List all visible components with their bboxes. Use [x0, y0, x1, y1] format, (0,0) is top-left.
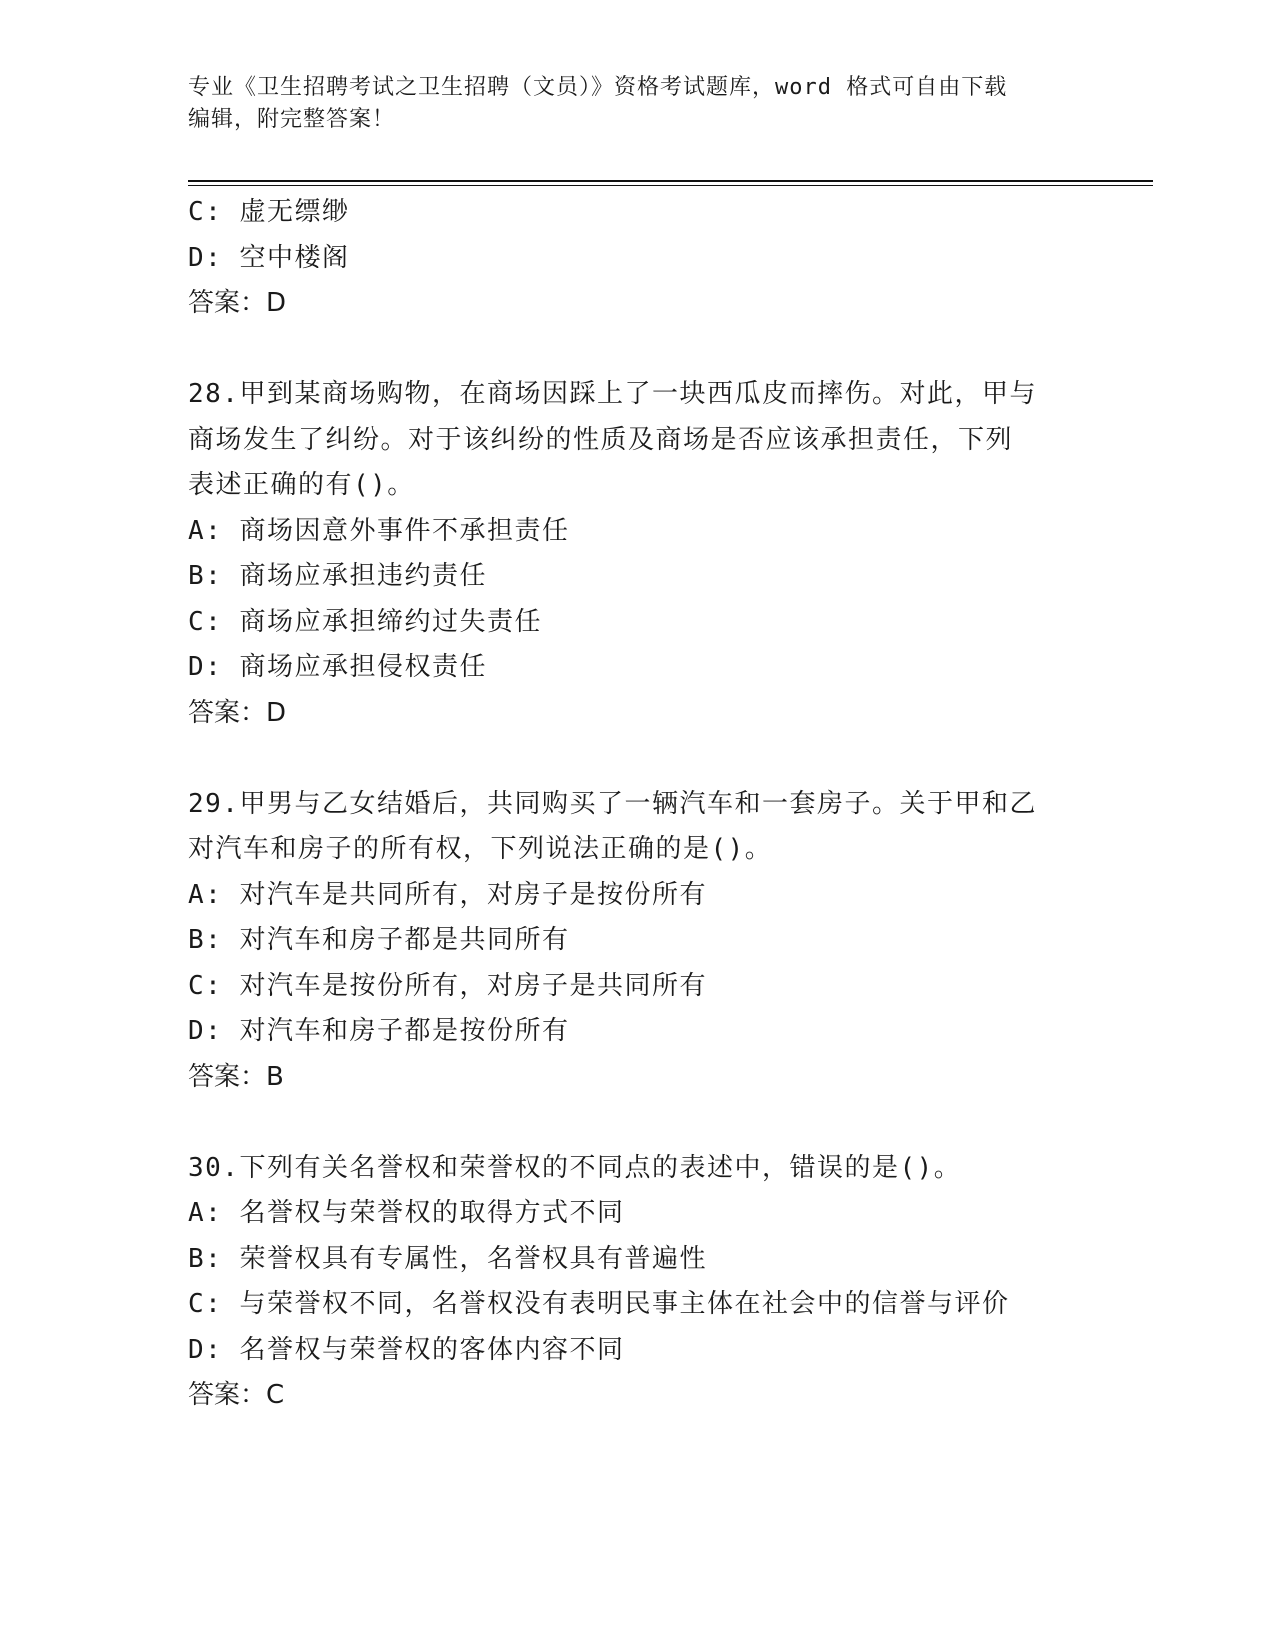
option-d: D: 对汽车和房子都是按份所有 — [188, 1016, 570, 1046]
option-d: D: 商场应承担侵权责任 — [188, 652, 487, 682]
option-b: B: 商场应承担违约责任 — [188, 561, 487, 591]
prev-option-d: D: 空中楼阁 — [188, 242, 350, 273]
option-a: A: 名誉权与荣誉权的取得方式不同 — [188, 1198, 625, 1228]
document-header — [188, 72, 1068, 136]
question-stem-line: 对汽车和房子的所有权，下列说法正确的是()。 — [188, 834, 773, 864]
header-line-2: 编辑，附完整答案！ — [188, 107, 396, 132]
answer: 答案：C — [188, 1380, 285, 1410]
option-b: B: 对汽车和房子都是共同所有 — [188, 925, 570, 955]
option-a: A: 商场因意外事件不承担责任 — [188, 515, 570, 546]
option-c: C: 商场应承担缔约过失责任 — [188, 606, 542, 637]
header-rule-thin — [188, 185, 1153, 186]
header-line-1: 专业《卫生招聘考试之卫生招聘（文员）》资格考试题库，word 格式可自由下载 — [188, 75, 1008, 100]
option-b: B: 荣誉权具有专属性，名誉权具有普遍性 — [188, 1243, 707, 1274]
option-a: A: 对汽车是共同所有，对房子是按份所有 — [188, 879, 707, 910]
prev-answer: 答案：D — [188, 288, 287, 318]
question-30 — [188, 1146, 1088, 1419]
spacer — [188, 327, 1088, 373]
option-c: C: 对汽车是按份所有，对房子是共同所有 — [188, 970, 707, 1001]
answer: 答案：D — [188, 697, 287, 728]
answer: 答案：B — [188, 1061, 284, 1092]
question-28 — [188, 372, 1088, 736]
question-stem-line: 商场发生了纠纷。对于该纠纷的性质及商场是否应该承担责任，下列 — [188, 424, 1014, 455]
question-stem-line: 28.甲到某商场购物，在商场因踩上了一块西瓜皮而摔伤。对此，甲与 — [188, 379, 1037, 409]
prev-option-c: C: 虚无缥缈 — [188, 197, 350, 227]
option-c: C: 与荣誉权不同，名誉权没有表明民事主体在社会中的信誉与评价 — [188, 1289, 1010, 1319]
question-stem-line: 30.下列有关名誉权和荣誉权的不同点的表述中，错误的是()。 — [188, 1152, 962, 1183]
question-29 — [188, 782, 1088, 1101]
question-stem-line: 29.甲男与乙女结婚后，共同购买了一辆汽车和一套房子。关于甲和乙 — [188, 788, 1037, 819]
header-rule-thick — [188, 180, 1153, 182]
spacer — [188, 736, 1088, 782]
question-stem-line: 表述正确的有()。 — [188, 470, 415, 500]
option-d: D: 名誉权与荣誉权的客体内容不同 — [188, 1334, 625, 1365]
spacer — [188, 1100, 1088, 1146]
question-content — [188, 190, 1088, 1419]
